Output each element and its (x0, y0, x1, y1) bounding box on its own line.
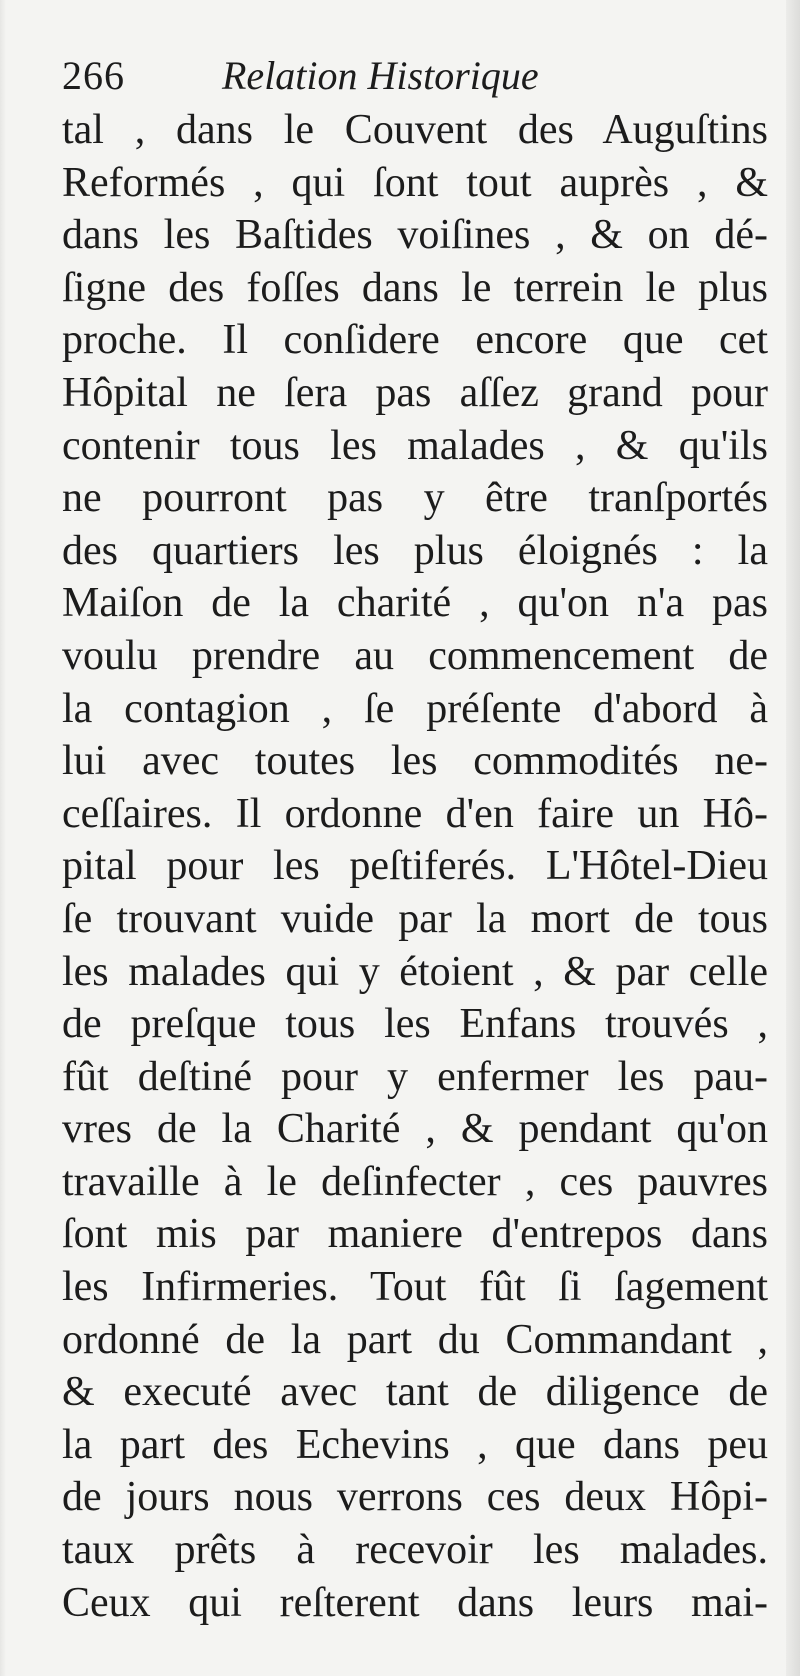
page-gutter-shadow (0, 0, 6, 1676)
text-line: des quartiers les plus éloignés : la (62, 527, 768, 574)
text-line: dans les Baſtides voiſines , & on dé- (62, 212, 768, 259)
text-line: ſont mis par maniere d'entrepos dans (62, 1211, 768, 1258)
running-head: Relation Historique (222, 53, 539, 98)
text-line: les Infirmeries. Tout fût ſi ſagement (62, 1264, 768, 1311)
text-line: Ceux qui reſterent dans leurs mai- (62, 1579, 768, 1626)
text-line: ne pourront pas y être tranſportés (62, 475, 768, 522)
text-line: contenir tous les malades , & qu'ils (62, 422, 768, 469)
text-line: taux prêts à recevoir les malades. (62, 1527, 768, 1574)
text-line: Hôpital ne ſera pas aſſez grand pour (62, 369, 768, 416)
page-number: 266 (62, 53, 125, 98)
text-line: tal , dans le Couvent des Auguſtins (62, 107, 768, 153)
text-line: les malades qui y étoient , & par celle (62, 948, 768, 995)
text-line: ſigne des foſſes dans le terrein le plus (62, 264, 768, 311)
text-line: ordonné de la part du Commandant , (62, 1316, 768, 1363)
text-line: la part des Echevins , que dans peu (62, 1421, 768, 1468)
text-line: pital pour les peſtiferés. L'Hôtel-Dieu (62, 843, 768, 890)
text-line: ceſſaires. Il ordonne d'en faire un Hô- (62, 790, 768, 837)
text-line: de jours nous verrons ces deux Hôpi- (62, 1474, 768, 1521)
text-line: la contagion , ſe préſente d'abord à (62, 685, 768, 732)
page-header (62, 52, 539, 104)
body-text (62, 104, 768, 1629)
text-line: lui avec toutes les commodités ne- (62, 738, 768, 785)
text-line: Maiſon de la charité , qu'on n'a pas (62, 580, 768, 627)
text-line: travaille à le deſinfecter , ces pauvres (62, 1158, 768, 1205)
text-line: Reformés , qui ſont tout auprès , & (62, 159, 768, 206)
text-line: proche. Il conſidere encore que cet (62, 317, 768, 364)
text-line: ſe trouvant vuide par la mort de tous (62, 895, 768, 942)
text-line: fût deſtiné pour y enfermer les pau- (62, 1053, 768, 1100)
text-line: de preſque tous les Enfans trouvés , (62, 1001, 768, 1048)
text-line: & executé avec tant de diligence de (62, 1369, 768, 1416)
text-line: vres de la Charité , & pendant qu'on (62, 1106, 768, 1153)
page-edge (786, 0, 800, 1676)
text-line: voulu prendre au commencement de (62, 632, 768, 679)
